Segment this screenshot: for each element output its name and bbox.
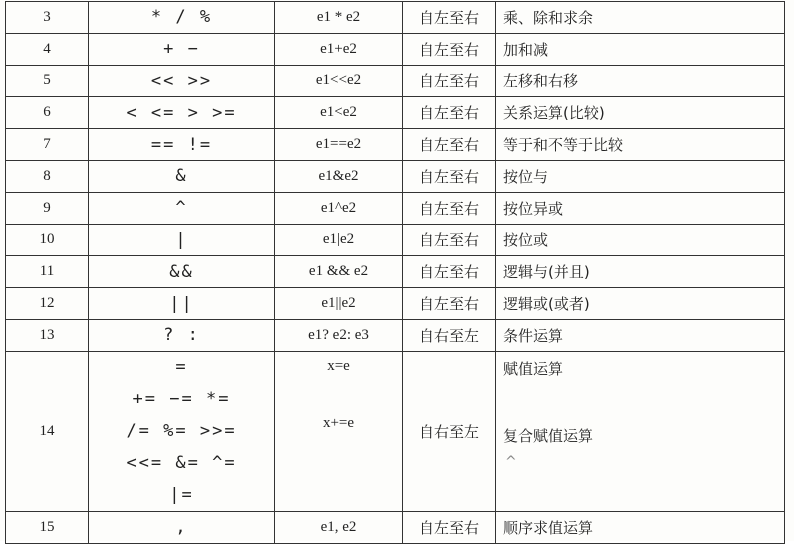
level-cell: 8 (6, 160, 89, 192)
operator-line: = (175, 357, 188, 378)
associativity-cell: 自左至右 (403, 256, 496, 288)
table-row (6, 129, 785, 161)
table-row (6, 97, 785, 129)
example-cell: e1<<e2 (275, 65, 403, 97)
level-cell: 4 (6, 33, 89, 65)
table-row (6, 288, 785, 320)
meaning-cell: 按位与 (496, 160, 785, 192)
associativity-cell: 自左至右 (403, 2, 496, 34)
meaning-cell: 顺序求值运算 (496, 511, 785, 543)
level-cell: 6 (6, 97, 89, 129)
example-cell: e1&e2 (275, 160, 403, 192)
operator-cell: && (89, 256, 275, 288)
example-cell: e1||e2 (275, 288, 403, 320)
example-cell: e1? e2: e3 (275, 319, 403, 351)
operator-cell: < <= > >= (89, 97, 275, 129)
operator-cell: ? : (89, 319, 275, 351)
example-cell: e1, e2 (275, 511, 403, 543)
example-cell: e1|e2 (275, 224, 403, 256)
table-row (6, 256, 785, 288)
example-cell: e1^e2 (275, 192, 403, 224)
operator-cell: + − (89, 33, 275, 65)
operator-line: /= %= >>= (126, 421, 237, 442)
operator-cell: == != (89, 129, 275, 161)
level-cell: 13 (6, 319, 89, 351)
table-row (6, 160, 785, 192)
meaning-cell: 加和减 (496, 33, 785, 65)
level-cell: 14 (6, 351, 89, 511)
operator-cell: || (89, 288, 275, 320)
associativity-cell: 自左至右 (403, 224, 496, 256)
stray-mark: ^ (505, 453, 517, 470)
level-cell: 7 (6, 129, 89, 161)
associativity-cell: 自左至右 (403, 97, 496, 129)
example-line: x+=e (322, 414, 355, 431)
associativity-cell: 自右至左 (403, 319, 496, 351)
meaning-line: 赋值运算 (503, 359, 564, 378)
associativity-cell: 自左至右 (403, 65, 496, 97)
operator-cell: << >> (89, 65, 275, 97)
level-cell: 5 (6, 65, 89, 97)
example-cell: e1==e2 (275, 129, 403, 161)
operator-line: <<= &= ^= (126, 452, 237, 473)
example-cell: e1<e2 (275, 97, 403, 129)
associativity-cell: 自左至右 (403, 129, 496, 161)
operator-precedence-table (5, 1, 785, 544)
example-cell: e1 && e2 (275, 256, 403, 288)
level-cell: 15 (6, 511, 89, 543)
meaning-cell: 等于和不等于比较 (496, 129, 785, 161)
table-row (6, 33, 785, 65)
meaning-cell: 乘、除和求余 (496, 2, 785, 34)
operator-cell: & (89, 160, 275, 192)
table-row (6, 192, 785, 224)
meaning-cell: 按位异或 (496, 192, 785, 224)
operator-cell: * / % (89, 2, 275, 34)
meaning-line: 复合赋值运算 (503, 426, 594, 445)
table-row (6, 65, 785, 97)
meaning-cell: 关系运算(比较) (496, 97, 785, 129)
associativity-cell: 自右至左 (403, 351, 496, 511)
associativity-cell: 自左至右 (403, 192, 496, 224)
table-row (6, 511, 785, 543)
meaning-cell: 逻辑与(并且) (496, 256, 785, 288)
table-row (6, 319, 785, 351)
table-row (6, 224, 785, 256)
operator-line: |= (169, 484, 194, 505)
example-cell: e1+e2 (275, 33, 403, 65)
operator-line: += −= *= (132, 389, 231, 410)
table-row-assignment (6, 351, 785, 511)
level-cell: 3 (6, 2, 89, 34)
associativity-cell: 自左至右 (403, 511, 496, 543)
operator-cell: , (89, 511, 275, 543)
level-cell: 11 (6, 256, 89, 288)
level-cell: 10 (6, 224, 89, 256)
associativity-cell: 自左至右 (403, 33, 496, 65)
operator-cell (89, 351, 275, 511)
meaning-cell: 逻辑或(或者) (496, 288, 785, 320)
table-row (6, 2, 785, 34)
associativity-cell: 自左至右 (403, 160, 496, 192)
level-cell: 12 (6, 288, 89, 320)
level-cell: 9 (6, 192, 89, 224)
operator-cell: | (89, 224, 275, 256)
example-cell (275, 351, 403, 511)
operator-cell: ^ (89, 192, 275, 224)
meaning-cell: 左移和右移 (496, 65, 785, 97)
associativity-cell: 自左至右 (403, 288, 496, 320)
meaning-cell: 条件运算 (496, 319, 785, 351)
example-cell: e1 * e2 (275, 2, 403, 34)
meaning-cell (496, 351, 785, 511)
example-line: x=e (327, 357, 350, 374)
meaning-cell: 按位或 (496, 224, 785, 256)
